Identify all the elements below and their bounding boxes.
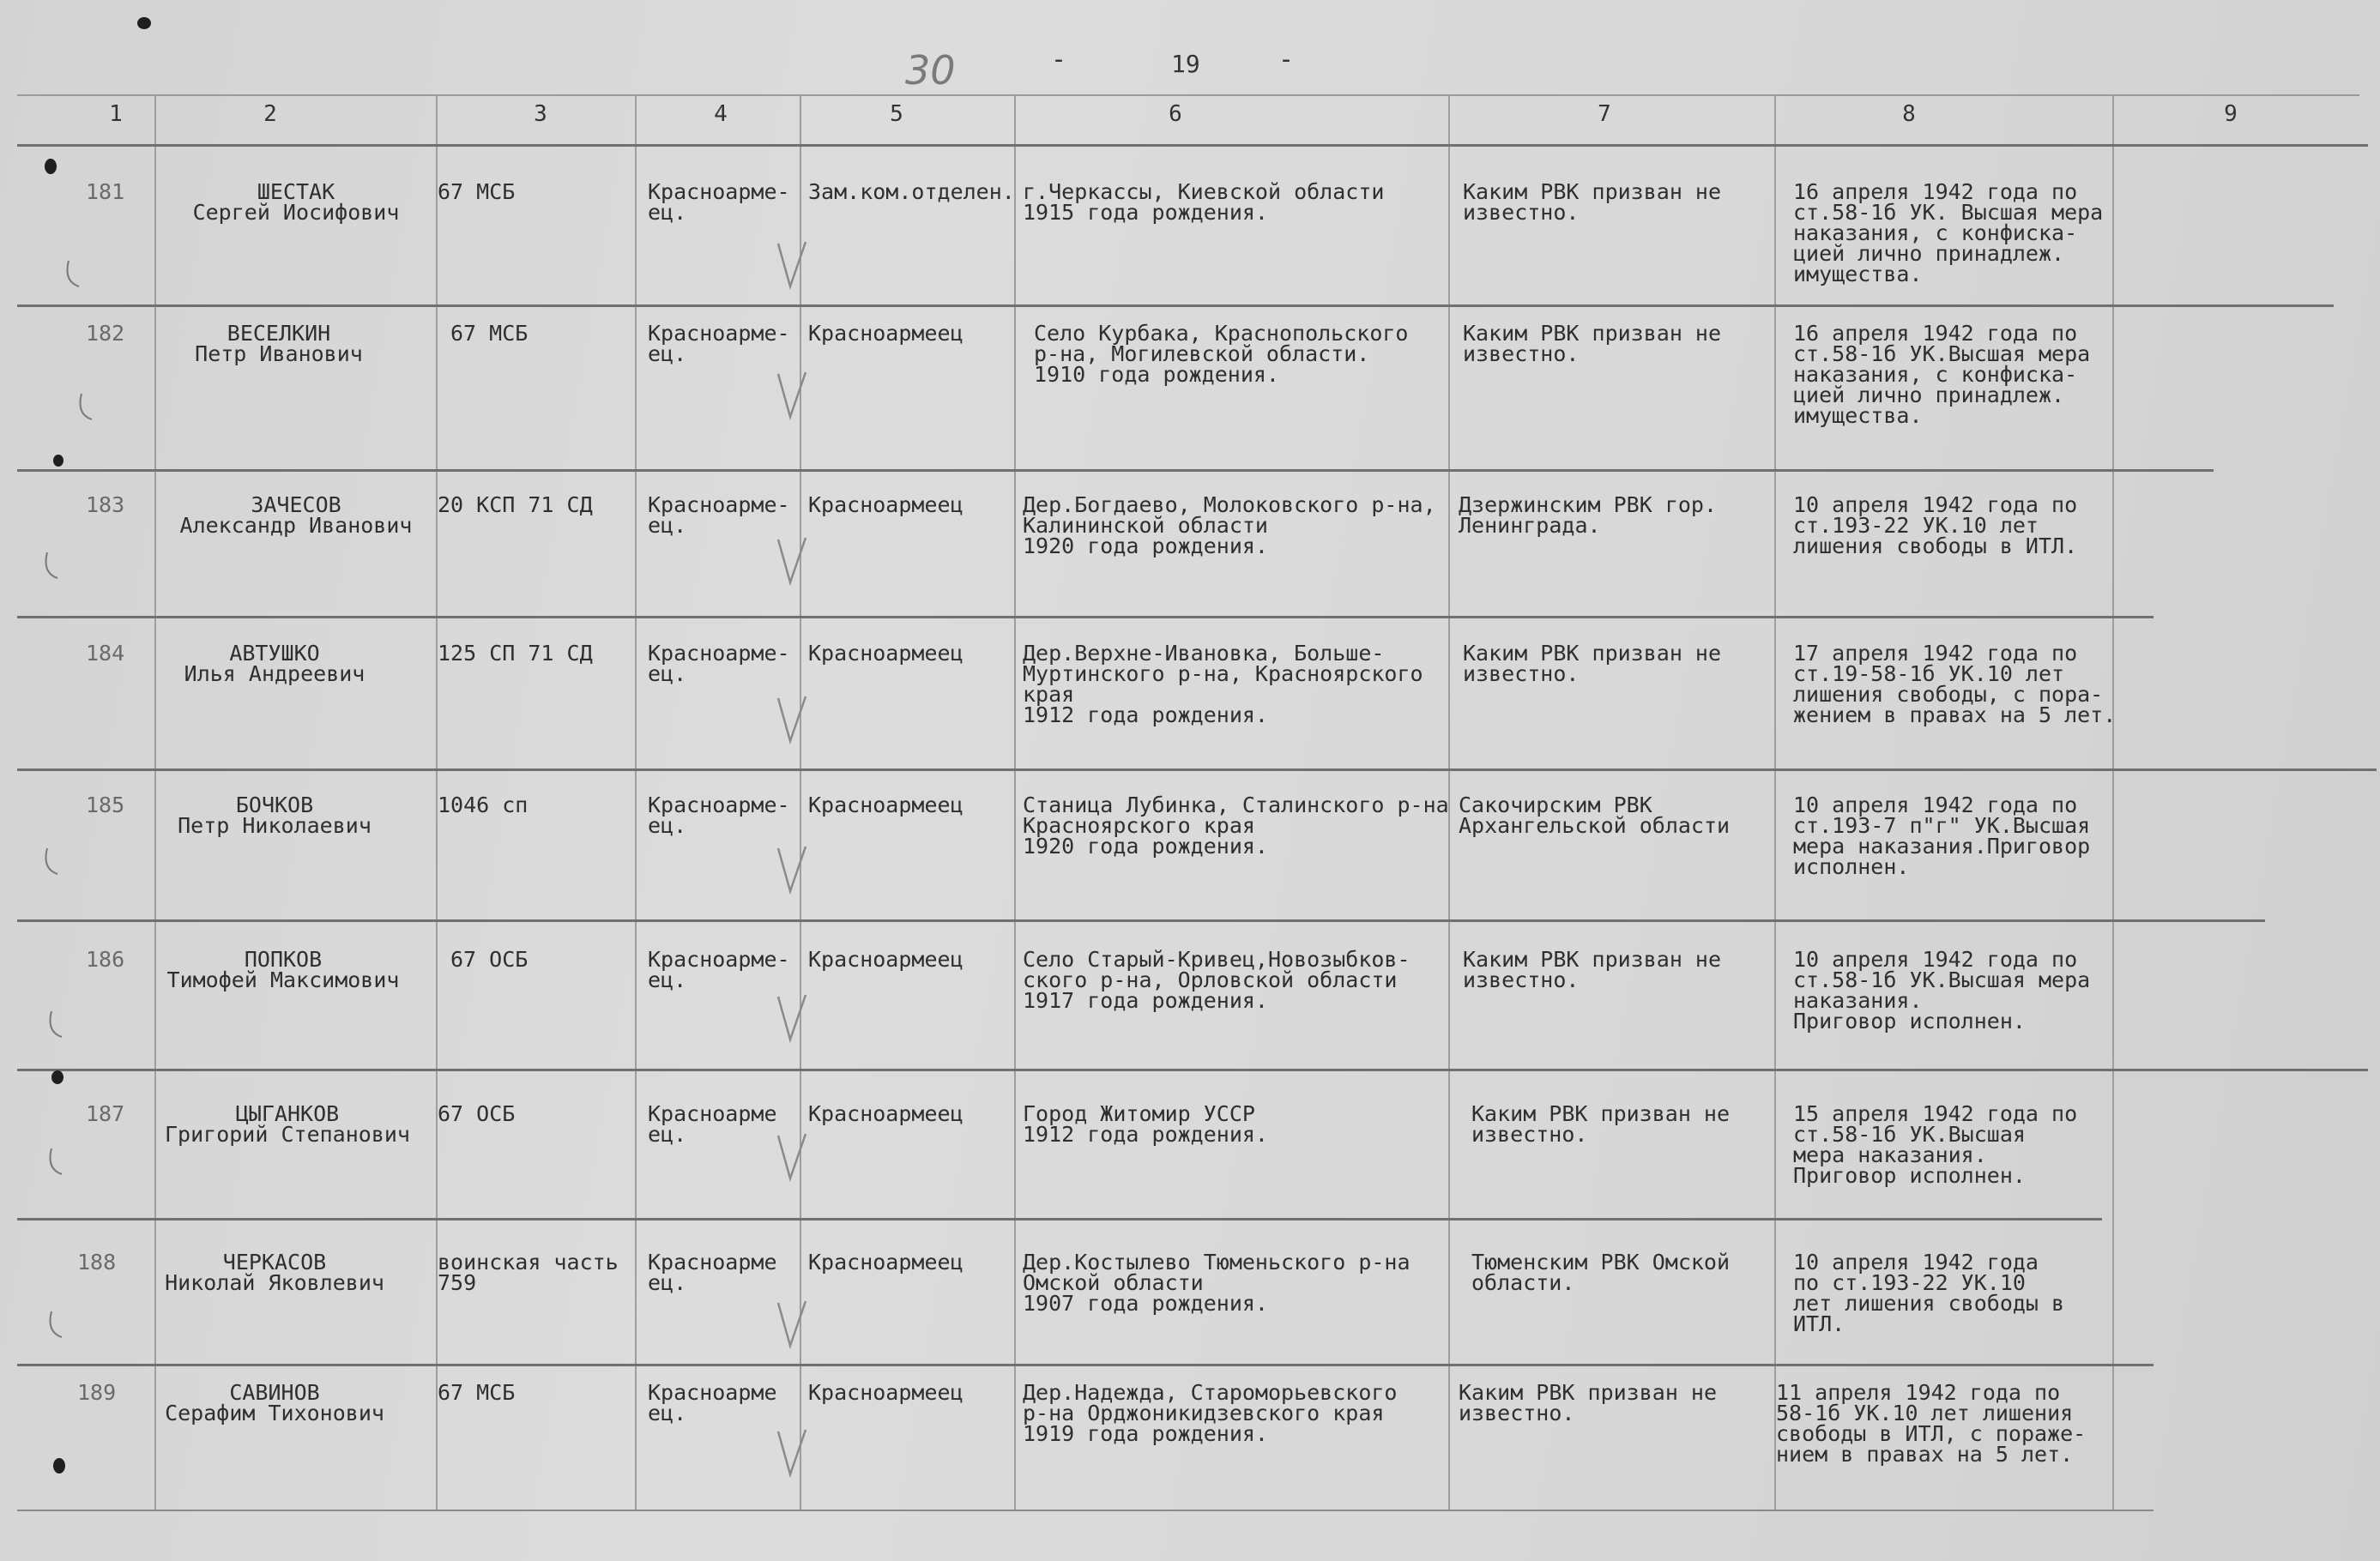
person-name: ШЕСТАК Сергей Иосифович — [192, 179, 400, 225]
military-rank: Красноарме ец. — [648, 1250, 777, 1295]
military-rank: Красноарме- ец. — [648, 492, 790, 538]
military-rank: Красноарме- ец. — [648, 179, 790, 225]
military-unit: 20 КСП 71 СД — [438, 492, 593, 517]
row-number: 188 — [77, 1250, 117, 1275]
military-unit: 125 СП 71 СД — [438, 641, 593, 666]
conscription-office: Каким РВК призван не известно. — [1463, 179, 1722, 225]
position: Красноармеец — [808, 492, 963, 517]
column-number-6: 6 — [1169, 101, 1182, 127]
row-number: 189 — [77, 1380, 117, 1405]
pencil-margin-mark-icon — [73, 390, 107, 425]
military-unit: 67 ОСБ — [438, 1101, 516, 1126]
pencil-margin-mark-icon — [43, 1145, 77, 1179]
conscription-office: Тюменским РВК Омской области. — [1471, 1250, 1731, 1295]
conscription-office: Каким РВК призван не известно. — [1459, 1380, 1718, 1425]
row-rule-1 — [17, 304, 2334, 307]
pencil-page-number: 30 — [905, 47, 956, 93]
pencil-checkmark-icon — [775, 1132, 809, 1184]
row-number: 183 — [86, 492, 125, 517]
column-number-9: 9 — [2224, 101, 2238, 127]
conscription-office: Сакочирским РВК Архангельской области — [1459, 793, 1731, 838]
birth-info: Дер.Костылево Тюменьского р-на Омской области 1907 года рождения. — [1023, 1250, 1410, 1316]
year-label: 19 — [1171, 50, 1200, 78]
row-number: 187 — [86, 1101, 125, 1126]
military-rank: Красноарме ец. — [648, 1101, 777, 1147]
sentence: 15 апреля 1942 года по ст.58-1б УК.Высшая мера наказания. Приговор исполнен. — [1793, 1101, 2078, 1188]
column-number-4: 4 — [714, 101, 728, 127]
pencil-margin-mark-icon — [60, 257, 94, 292]
row-number: 186 — [86, 947, 125, 972]
sentence: 10 апреля 1942 года по ст.193-22 УК.10 лет лишения свободы в ИТЛ. — [1793, 1250, 2065, 1336]
sentence: 10 апреля 1942 года по ст.193-7 п"г" УК.Высшая мера наказания.Приговор исполнен. — [1793, 793, 2091, 879]
person-name: ПОПКОВ Тимофей Максимович — [166, 947, 400, 992]
person-name: ЗАЧЕСОВ Александр Иванович — [179, 492, 413, 538]
sentence: 16 апреля 1942 года по ст.58-1б УК. Высшая мера наказания, с конфиска- цией лично принадлеж. имущества. — [1793, 179, 2104, 286]
row-number: 181 — [86, 179, 125, 204]
pencil-checkmark-icon — [775, 845, 809, 896]
sentence: 11 апреля 1942 года по 58-1б УК.10 лет лишения свободы в ИТЛ, с пораже- нием в правах на 5 лет. — [1776, 1380, 2087, 1467]
military-unit: 67 МСБ — [438, 179, 516, 204]
column-number-7: 7 — [1598, 101, 1611, 127]
row-rule-2 — [17, 469, 2214, 472]
person-name: ВЕСЕЛКИН Петр Иванович — [195, 321, 363, 366]
row-number: 182 — [86, 321, 125, 346]
binding-hole — [45, 159, 57, 174]
military-rank: Красноарме- ец. — [648, 321, 790, 366]
person-name: ЦЫГАНКОВ Григорий Степанович — [165, 1101, 410, 1147]
pencil-checkmark-icon — [775, 536, 809, 588]
pencil-margin-mark-icon — [43, 1308, 77, 1342]
birth-info: Дер.Верхне-Ивановка, Больше- Муртинского р-на, Красноярского края 1912 года рождения. — [1023, 641, 1423, 727]
binding-hole — [51, 1070, 63, 1084]
row-number: 185 — [86, 793, 125, 817]
pencil-checkmark-icon — [775, 1428, 809, 1480]
column-number-5: 5 — [890, 101, 903, 127]
conscription-office: Каким РВК призван не известно. — [1471, 1101, 1731, 1147]
military-unit: 67 ОСБ — [450, 947, 529, 972]
birth-info: г.Черкассы, Киевской области 1915 года рождения. — [1023, 179, 1385, 225]
military-unit: 67 МСБ — [438, 1380, 516, 1405]
header-dash-left: - — [1051, 45, 1067, 75]
column-number-2: 2 — [263, 101, 277, 127]
conscription-office: Каким РВК призван не известно. — [1463, 321, 1722, 366]
position: Красноармеец — [808, 321, 963, 346]
row-rule-7 — [17, 1218, 2102, 1220]
binding-hole — [137, 17, 151, 29]
birth-info: Дер.Богдаево, Молоковского р-на, Калининской области 1920 года рождения. — [1023, 492, 1436, 558]
sentence: 10 апреля 1942 года по ст.58-1б УК.Высшая мера наказания. Приговор исполнен. — [1793, 947, 2091, 1034]
birth-info: Село Старый-Кривец,Новозыбков- ского р-на, Орловской области 1917 года рождения. — [1023, 947, 1410, 1013]
birth-info: Дер.Надежда, Староморьевского р-на Орджоникидзевского края 1919 года рождения. — [1023, 1380, 1398, 1446]
pencil-margin-mark-icon — [43, 1008, 77, 1042]
row-number: 184 — [86, 641, 125, 666]
binding-hole — [53, 455, 63, 467]
sentence: 17 апреля 1942 года по ст.19-58-1б УК.10 лет лишения свободы, с пора- жением в правах на 5 лет. — [1793, 641, 2117, 727]
person-name: ЧЕРКАСОВ Николай Яковлевич — [165, 1250, 384, 1295]
birth-info: Станица Лубинка, Сталинского р-на Красноярского края 1920 года рождения. — [1023, 793, 1449, 859]
pencil-checkmark-icon — [775, 1299, 809, 1351]
row-rule-9 — [17, 1510, 2153, 1511]
military-rank: Красноарме- ец. — [648, 793, 790, 838]
pencil-margin-mark-icon — [39, 549, 73, 583]
pencil-checkmark-icon — [775, 993, 809, 1045]
position: Красноармеец — [808, 1250, 963, 1275]
conscription-office: Каким РВК призван не известно. — [1463, 641, 1722, 686]
military-unit: 1046 сп — [438, 793, 529, 817]
person-name: АВТУШКО Илья Андреевич — [184, 641, 365, 686]
pencil-margin-mark-icon — [39, 845, 73, 879]
column-number-8: 8 — [1902, 101, 1916, 127]
sentence: 10 апреля 1942 года по ст.193-22 УК.10 лет лишения свободы в ИТЛ. — [1793, 492, 2078, 558]
row-rule-6 — [17, 1069, 2368, 1071]
header-top-rule — [17, 94, 2359, 96]
military-rank: Красноарме- ец. — [648, 641, 790, 686]
birth-info: Село Курбака, Краснопольского р-на, Могилевской области. 1910 года рождения. — [1034, 321, 1409, 387]
column-number-1: 1 — [109, 101, 123, 127]
conscription-office: Каким РВК призван не известно. — [1463, 947, 1722, 992]
position: Красноармеец — [808, 1380, 963, 1405]
position: Красноармеец — [808, 947, 963, 972]
birth-info: Город Житомир УССР 1912 года рождения. — [1023, 1101, 1268, 1147]
person-name: САВИНОВ Серафим Тихонович — [165, 1380, 384, 1425]
military-unit: 67 МСБ — [450, 321, 529, 346]
row-rule-4 — [17, 768, 2377, 771]
row-rule-3 — [17, 616, 2153, 618]
military-rank: Красноарме- ец. — [648, 947, 790, 992]
row-rule-8 — [17, 1364, 2153, 1366]
conscription-office: Дзержинским РВК гор. Ленинграда. — [1459, 492, 1718, 538]
position: Красноармеец — [808, 793, 963, 817]
pencil-checkmark-icon — [775, 371, 809, 422]
binding-hole — [53, 1458, 65, 1474]
row-rule-0 — [17, 144, 2368, 147]
position: Красноармеец — [808, 641, 963, 666]
sentence: 16 апреля 1942 года по ст.58-1б УК.Высшая мера наказания, с конфиска- цией лично принадлеж. имущества. — [1793, 321, 2091, 428]
row-rule-5 — [17, 919, 2265, 922]
pencil-checkmark-icon — [775, 240, 809, 292]
position: Красноармеец — [808, 1101, 963, 1126]
position: Зам.ком.отделен. — [808, 179, 1015, 204]
column-number-3: 3 — [534, 101, 547, 127]
military-rank: Красноарме ец. — [648, 1380, 777, 1425]
military-unit: воинская часть 759 — [438, 1250, 619, 1295]
person-name: БОЧКОВ Петр Николаевич — [178, 793, 371, 838]
header-dash-right: - — [1278, 45, 1295, 75]
pencil-checkmark-icon — [775, 695, 809, 746]
